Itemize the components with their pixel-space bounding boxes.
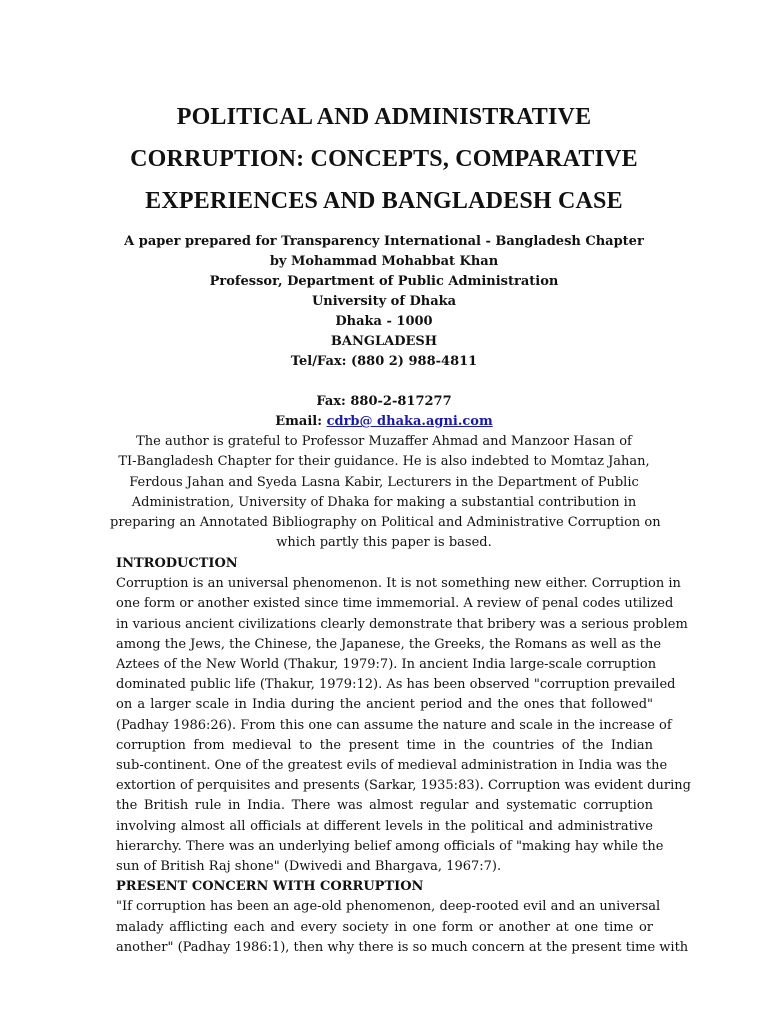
author-info: [60, 232, 708, 432]
body-line: extortion of perquisites and presents (Sarkar, 1935:83). Corruption was evident during: [116, 778, 691, 794]
author-position: Professor, Department of Public Administration: [209, 274, 559, 289]
email-link[interactable]: cdrb@ dhaka.agni.com: [326, 414, 493, 429]
ack-line: Ferdous Jahan and Syeda Lasna Kabir, Lecturers in the Department of Public: [129, 474, 639, 490]
section-heading-introduction: INTRODUCTION: [116, 556, 238, 571]
email-label: Email:: [275, 414, 323, 429]
spacer: [60, 372, 708, 392]
body-line: dominated public life (Thakur, 1979:12). As has been observed "corruption prevailed: [116, 677, 676, 693]
acknowledgement: [110, 432, 661, 554]
university: University of Dhaka: [311, 294, 457, 309]
body-line: the British rule in India. There was almost regular and systematic corruption: [116, 798, 653, 814]
body-line: "If corruption has been an age-old phenomenon, deep-rooted evil and an universal: [116, 899, 661, 915]
tel-fax: Tel/Fax: (880 2) 988-4811: [290, 354, 478, 369]
body-line: corruption from medieval to the present time in the countries of the Indian: [116, 737, 653, 753]
ack-line: Administration, University of Dhaka for making a substantial contribution in: [131, 494, 637, 510]
body-line: hierarchy. There was an underlying belief among officials of "making hay while the: [116, 838, 664, 854]
ack-line: The author is grateful to Professor Muzaffer Ahmad and Manzoor Hasan of: [136, 434, 632, 449]
body-line: sun of British Raj shone" (Dwivedi and Bhargava, 1967:7).: [116, 859, 502, 875]
body-line: Aztees of the New World (Thakur, 1979:7). In ancient India large-scale corruption: [116, 657, 657, 673]
body-line: on a larger scale in India during the ancient period and the ones that followed": [116, 697, 653, 713]
section-heading-present-concern: PRESENT CONCERN WITH CORRUPTION: [116, 879, 424, 895]
body-line: among the Jews, the Chinese, the Japanese, the Greeks, the Romans as well as the: [116, 636, 662, 652]
email-line: [60, 412, 708, 432]
ack-line: TI-Bangladesh Chapter for their guidance. He is also indebted to Momtaz Jahan,: [118, 454, 650, 470]
paper-title: [60, 96, 708, 222]
ack-line: which partly this paper is based.: [276, 535, 492, 551]
present-concern-paragraph: [116, 897, 689, 958]
body-line: another" (Padhay 1986:1), then why there is so much concern at the present time with: [116, 939, 689, 955]
country: BANGLADESH: [330, 334, 438, 349]
fax: Fax: 880-2-817277: [316, 394, 452, 409]
introduction-paragraph: [116, 574, 691, 877]
body-line: in various ancient civilizations clearly demonstrate that bribery was a serious problem: [116, 616, 688, 632]
body-line: one form or another existed since time immemorial. A review of penal codes utilized: [116, 596, 674, 612]
body-line: sub-continent. One of the greatest evils of medieval administration in India was the: [116, 758, 668, 774]
author-name: by Mohammad Mohabbat Khan: [269, 254, 499, 269]
body-line: involving almost all officials at different levels in the political and administrative: [116, 818, 653, 834]
ack-line: preparing an Annotated Bibliography on Political and Administrative Corruption on: [110, 515, 661, 531]
body-line: Corruption is an universal phenomenon. It is not something new either. Corruption in: [116, 576, 681, 592]
title-line: CORRUPTION: CONCEPTS, COMPARATIVE: [130, 146, 638, 172]
prepared-for: A paper prepared for Transparency International - Bangladesh Chapter: [124, 234, 644, 249]
body-line: malady afflicting each and every society in one form or another at one time or: [116, 919, 653, 935]
title-line: POLITICAL AND ADMINISTRATIVE: [176, 104, 592, 130]
paper-body: [116, 554, 691, 958]
body-line: (Padhay 1986:26). From this one can assume the nature and scale in the increase of: [116, 717, 672, 733]
title-line: EXPERIENCES AND BANGLADESH CASE: [145, 188, 623, 214]
city: Dhaka - 1000: [335, 314, 433, 329]
